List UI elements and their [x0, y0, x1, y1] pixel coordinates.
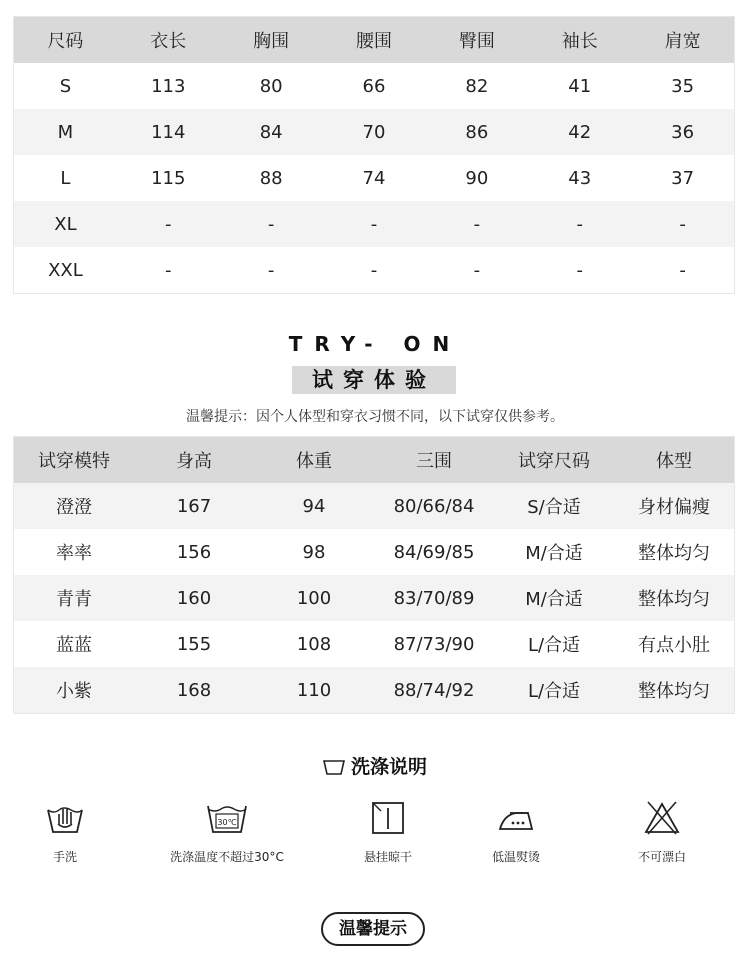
- table-cell: -: [165, 213, 172, 235]
- table-cell: L: [60, 167, 71, 189]
- table-cell: XL: [54, 213, 77, 235]
- size-table-header: [14, 17, 734, 63]
- header-cell: 肩宽: [664, 31, 701, 52]
- wash-item-hand: [0, 798, 140, 865]
- table-cell: 青青: [56, 589, 92, 610]
- table-row: [14, 667, 734, 713]
- header-cell: 身高: [176, 451, 212, 472]
- table-cell: -: [370, 213, 378, 235]
- table-cell: 澄澄: [56, 497, 92, 518]
- table-row: [14, 483, 734, 529]
- table-cell: 98: [302, 541, 326, 563]
- tryon-title-cn: 试穿体验: [292, 366, 456, 394]
- table-cell: 36: [671, 121, 695, 143]
- table-cell: 87/73/90: [393, 633, 475, 655]
- table-cell: -: [473, 259, 481, 281]
- table-cell: 小紫: [56, 681, 92, 702]
- header-cell: 三围: [416, 451, 452, 472]
- wash-item-bleach: [587, 798, 737, 865]
- header-cell: 体型: [656, 451, 692, 472]
- table-cell: -: [473, 213, 481, 235]
- header-cell: 袖长: [561, 31, 598, 52]
- table-cell: 35: [671, 75, 695, 97]
- tryon-tip: 温馨提示：因个人体型和穿衣习惯不同，以下试穿仅供参考。: [186, 409, 564, 425]
- table-cell: -: [370, 259, 378, 281]
- table-cell: 90: [465, 167, 489, 189]
- table-cell: 整体均匀: [638, 589, 710, 610]
- table-cell: 84: [259, 121, 283, 143]
- table-cell: 80: [259, 75, 283, 97]
- no-bleach-icon: [642, 800, 682, 836]
- table-row: [14, 201, 734, 247]
- wash-label: 悬挂晾干: [363, 850, 412, 864]
- hang-dry-icon: [370, 800, 406, 836]
- table-cell: 88/74/92: [393, 679, 475, 701]
- header-cell: 试穿尺码: [518, 451, 590, 472]
- table-cell: 114: [151, 121, 186, 143]
- hand-wash-icon: [45, 800, 85, 836]
- wash-item-iron: [441, 798, 591, 865]
- table-row: [14, 529, 734, 575]
- table-cell: -: [679, 213, 686, 235]
- table-cell: -: [267, 213, 275, 235]
- wash-temp-badge: 30℃: [217, 818, 237, 827]
- table-cell: 率率: [56, 543, 92, 564]
- table-cell: 82: [465, 75, 489, 97]
- table-cell: 167: [176, 495, 212, 517]
- header-cell: 试穿模特: [38, 451, 110, 472]
- table-cell: 41: [568, 75, 592, 97]
- tryon-table: [13, 436, 735, 714]
- table-cell: 整体均匀: [638, 681, 710, 702]
- table-cell: XXL: [48, 259, 83, 281]
- tryon-title-en: TRY- ON: [288, 332, 462, 356]
- header-cell: 衣长: [150, 31, 187, 52]
- table-cell: L/合适: [527, 635, 581, 656]
- table-cell: 74: [362, 167, 386, 189]
- table-cell: 86: [465, 121, 489, 143]
- table-cell: 有点小肚: [638, 635, 710, 656]
- table-cell: -: [576, 213, 583, 235]
- table-cell: 155: [176, 633, 212, 655]
- table-cell: 42: [568, 121, 592, 143]
- table-row: [14, 109, 734, 155]
- table-cell: S: [59, 75, 72, 97]
- table-cell: 115: [151, 167, 186, 189]
- wash-30-icon: [205, 800, 249, 836]
- header-cell: 体重: [296, 451, 332, 472]
- table-cell: S/合适: [527, 497, 581, 518]
- wash-item-30: [152, 798, 302, 865]
- table-cell: M/合适: [525, 543, 583, 564]
- table-cell: 160: [176, 587, 212, 609]
- table-cell: 110: [296, 679, 332, 701]
- table-cell: 113: [151, 75, 186, 97]
- table-cell: -: [576, 259, 583, 281]
- table-cell: 蓝蓝: [56, 635, 92, 656]
- wash-label: 低温熨烫: [491, 850, 540, 864]
- table-row: [14, 63, 734, 109]
- table-cell: M: [57, 121, 74, 143]
- table-row: [14, 575, 734, 621]
- table-cell: 80/66/84: [393, 495, 475, 517]
- table-cell: 168: [176, 679, 212, 701]
- table-cell: 83/70/89: [393, 587, 475, 609]
- header-cell: 胸围: [253, 31, 290, 52]
- table-cell: 整体均匀: [638, 543, 710, 564]
- table-cell: 88: [259, 167, 283, 189]
- table-cell: 100: [296, 587, 332, 609]
- header-cell: 臀围: [458, 31, 495, 52]
- table-cell: L/合适: [527, 681, 581, 702]
- table-row: [14, 247, 734, 293]
- table-cell: -: [165, 259, 172, 281]
- wash-title-text: 洗涤说明: [350, 756, 427, 778]
- table-cell: 43: [568, 167, 592, 189]
- table-cell: 70: [362, 121, 386, 143]
- header-cell: 腰围: [356, 31, 392, 52]
- table-cell: 37: [671, 167, 695, 189]
- table-cell: 94: [302, 495, 326, 517]
- table-cell: M/合适: [525, 589, 583, 610]
- table-cell: 156: [176, 541, 212, 563]
- low-iron-icon: [496, 803, 536, 833]
- basin-icon: [323, 758, 345, 776]
- wash-label: 手洗: [52, 850, 77, 864]
- wash-title: [0, 752, 750, 779]
- header-cell: 尺码: [47, 31, 84, 52]
- table-row: [14, 155, 734, 201]
- wash-label: 不可漂白: [637, 850, 686, 864]
- table-cell: -: [679, 259, 686, 281]
- table-cell: 108: [296, 633, 332, 655]
- size-table: [13, 16, 735, 294]
- table-cell: 身材偏瘦: [638, 497, 710, 518]
- table-cell: 84/69/85: [393, 541, 475, 563]
- table-cell: 66: [362, 75, 386, 97]
- warm-tip-badge: 温馨提示: [321, 912, 425, 946]
- tryon-table-header: [14, 437, 734, 483]
- wash-label: 洗涤温度不超过30°C: [170, 850, 284, 864]
- table-cell: -: [267, 259, 275, 281]
- table-row: [14, 621, 734, 667]
